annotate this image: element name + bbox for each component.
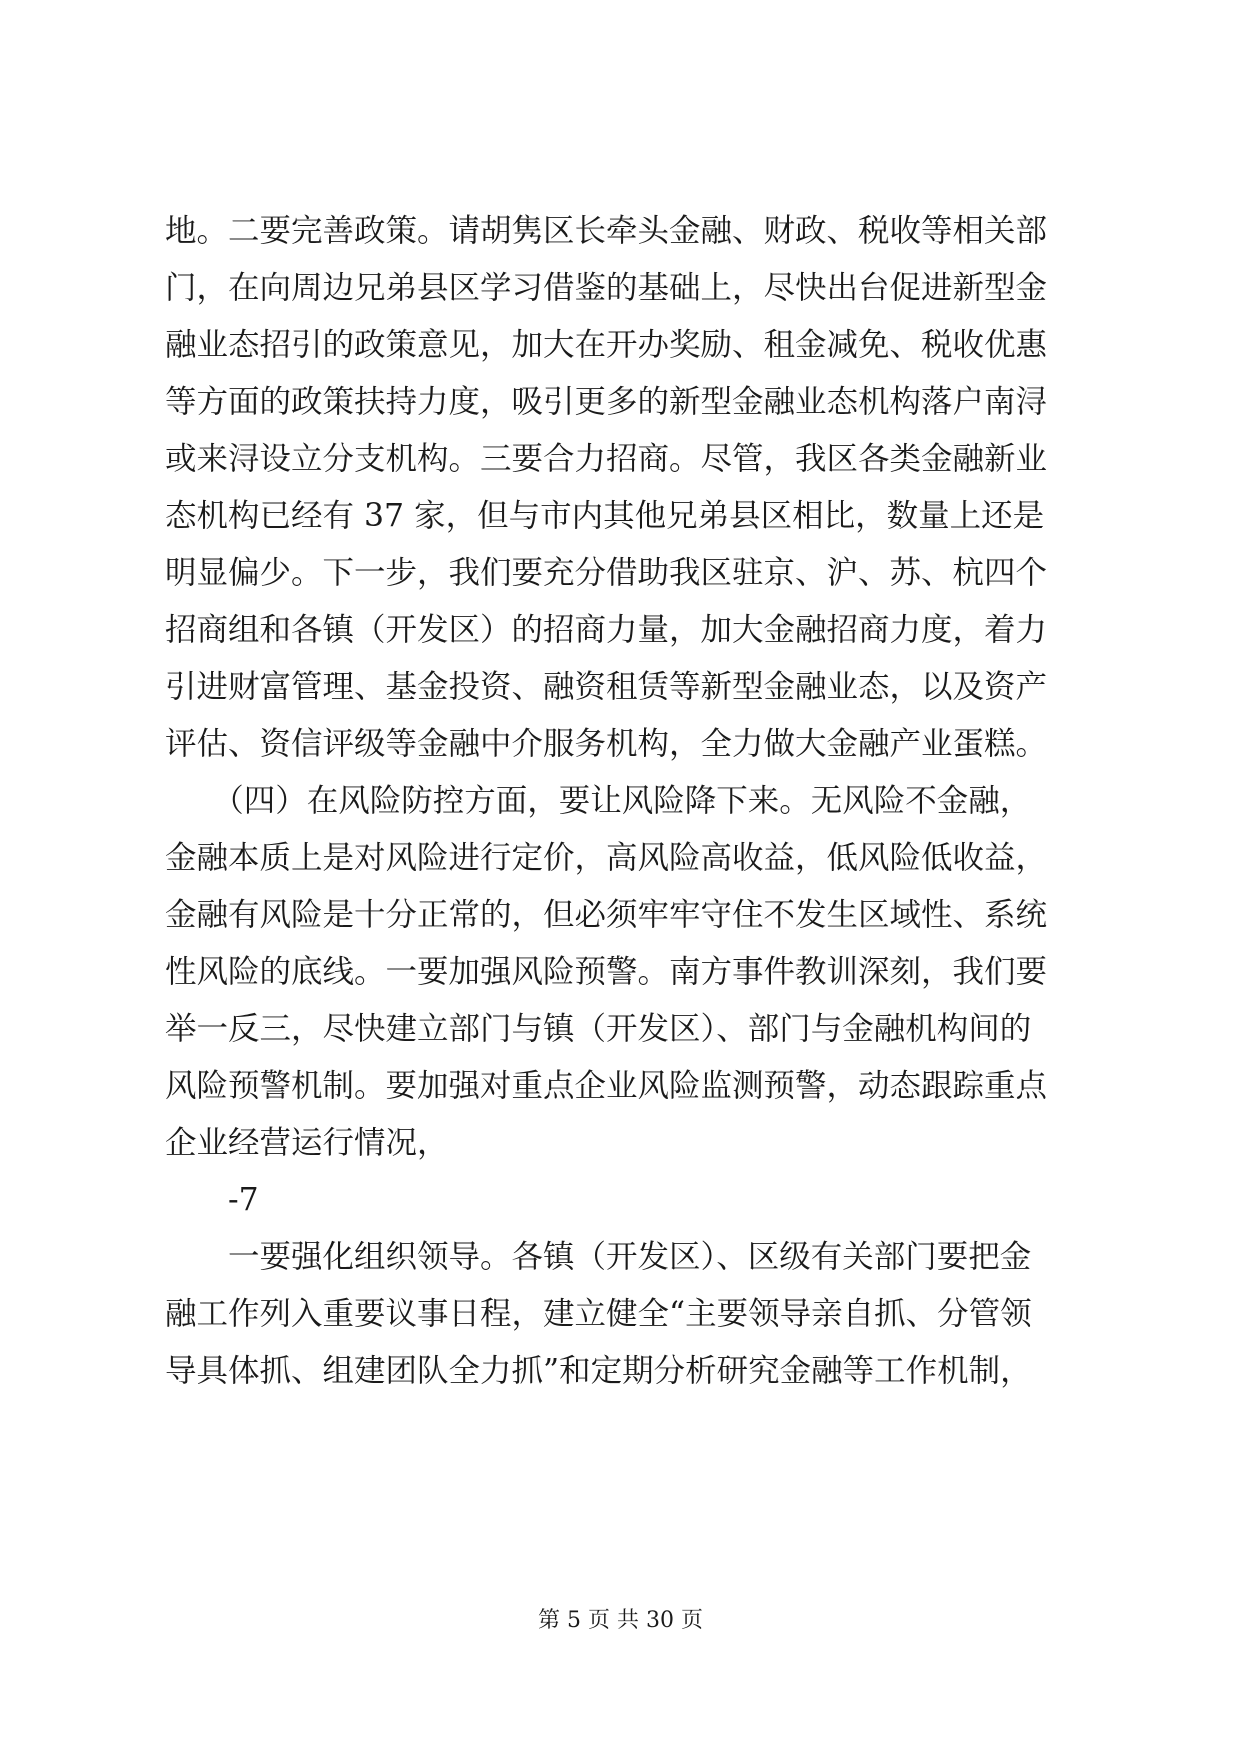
body-text-line: 一要强化组织领导。各镇（开发区）、区级有关部门要把金	[165, 1239, 1032, 1275]
body-text-line: 融业态招引的政策意见，加大在开办奖励、租金减免、税收优惠	[165, 327, 1048, 363]
section-heading-line: （四）在风险防控方面，要让风险降下来。无风险不金融，	[165, 783, 1032, 819]
body-text-line: 招商组和各镇（开发区）的招商力量，加大金融招商力度，着力	[165, 612, 1048, 648]
body-text-line: 等方面的政策扶持力度，吸引更多的新型金融业态机构落户南浔	[165, 384, 1048, 420]
body-text-line: 融工作列入重要议事日程，建立健全“主要领导亲自抓、分管领	[165, 1296, 1032, 1332]
body-text-line: 引进财富管理、基金投资、融资租赁等新型金融业态，以及资产	[165, 669, 1048, 705]
inline-page-marker: -7	[165, 1182, 259, 1218]
body-text-line: 风险预警机制。要加强对重点企业风险监测预警，动态跟踪重点	[165, 1068, 1048, 1104]
body-text-line: 金融有风险是十分正常的，但必须牢牢守住不发生区域性、系统	[165, 897, 1048, 933]
body-text-line: 或来浔设立分支机构。三要合力招商。尽管，我区各类金融新业	[165, 441, 1048, 477]
body-text-line: 明显偏少。下一步，我们要充分借助我区驻京、沪、苏、杭四个	[165, 555, 1048, 591]
body-text-line: 门，在向周边兄弟县区学习借鉴的基础上，尽快出台促进新型金	[165, 270, 1048, 306]
body-text-line: 企业经营运行情况，	[165, 1125, 449, 1161]
body-text-line: 金融本质上是对风险进行定价，高风险高收益，低风险低收益，	[165, 840, 1048, 876]
body-text-line: 地。二要完善政策。请胡隽区长牵头金融、财政、税收等相关部	[165, 213, 1048, 249]
body-text-line: 性风险的底线。一要加强风险预警。南方事件教训深刻，我们要	[165, 954, 1048, 990]
body-text-line: 举一反三，尽快建立部门与镇（开发区）、部门与金融机构间的	[165, 1011, 1032, 1047]
page-number-footer: 第 5 页 共 30 页	[538, 1608, 703, 1633]
body-text-line: 态机构已经有 37 家，但与市内其他兄弟县区相比，数量上还是	[165, 498, 1045, 534]
body-text-line: 评估、资信评级等金融中介服务机构，全力做大金融产业蛋糕。	[165, 726, 1048, 762]
body-text-line: 导具体抓、组建团队全力抓”和定期分析研究金融等工作机制，	[165, 1353, 1032, 1389]
